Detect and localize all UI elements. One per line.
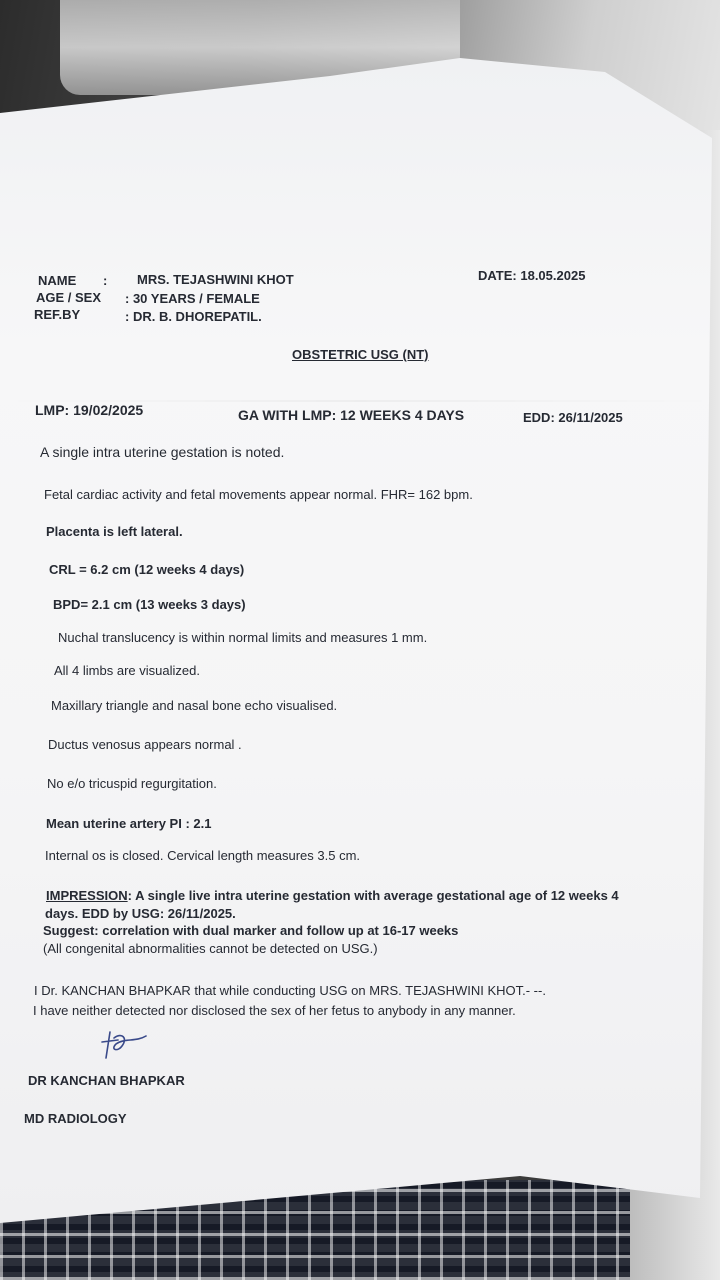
finding-gestation: A single intra uterine gestation is noted. xyxy=(40,444,285,460)
ga-with-lmp: GA WITH LMP: 12 WEEKS 4 DAYS xyxy=(238,407,465,423)
finding-crl: CRL = 6.2 cm (12 weeks 4 days) xyxy=(49,562,245,577)
report-title: OBSTETRIC USG (NT) xyxy=(292,347,429,362)
impression-suggest: Suggest: correlation with dual marker and follow up at 16-17 weeks xyxy=(43,923,459,938)
signature-mark xyxy=(96,1028,156,1068)
finding-tricuspid: No e/o tricuspid regurgitation. xyxy=(47,776,217,791)
doctor-degree: MD RADIOLOGY xyxy=(24,1111,127,1126)
impression-line2: days. EDD by USG: 26/11/2025. xyxy=(45,906,236,921)
age-sex-value: : 30 YEARS / FEMALE xyxy=(125,291,260,306)
name-colon: : xyxy=(103,273,108,288)
declaration-line2: I have neither detected nor disclosed the sex of her fetus to anybody in any manner. xyxy=(33,1003,516,1018)
finding-placenta: Placenta is left lateral. xyxy=(46,524,183,539)
age-sex-label: AGE / SEX xyxy=(36,290,102,305)
lmp: LMP: 19/02/2025 xyxy=(35,402,144,418)
impression-line1: : A single live intra uterine gestation with average gestational age of 12 weeks 4 xyxy=(127,888,619,903)
finding-maxillary: Maxillary triangle and nasal bone echo visualised. xyxy=(51,698,338,713)
finding-cervix: Internal os is closed. Cervical length measures 3.5 cm. xyxy=(45,848,361,863)
impression-label: IMPRESSION xyxy=(46,888,128,903)
refby-label: REF.BY xyxy=(34,307,81,322)
name-label: NAME xyxy=(38,273,77,288)
finding-limbs: All 4 limbs are visualized. xyxy=(54,663,200,678)
declaration-line1: I Dr. KANCHAN BHAPKAR that while conducting USG on MRS. TEJASHWINI KHOT.- --. xyxy=(34,983,546,998)
finding-ductus: Ductus venosus appears normal . xyxy=(48,737,242,752)
finding-nuchal: Nuchal translucency is within normal limits and measures 1 mm. xyxy=(58,630,428,645)
report-date: DATE: 18.05.2025 xyxy=(478,268,586,283)
impression-block xyxy=(46,887,619,904)
refby-value: : DR. B. DHOREPATIL. xyxy=(125,309,262,324)
patient-name: MRS. TEJASHWINI KHOT xyxy=(137,272,294,287)
finding-uterine-artery: Mean uterine artery PI : 2.1 xyxy=(46,816,212,831)
doctor-name: DR KANCHAN BHAPKAR xyxy=(28,1073,185,1088)
background-wall xyxy=(630,1180,720,1280)
edd: EDD: 26/11/2025 xyxy=(523,410,623,425)
finding-cardiac: Fetal cardiac activity and fetal movements appear normal. FHR= 162 bpm. xyxy=(44,487,473,502)
impression-note: (All congenital abnormalities cannot be detected on USG.) xyxy=(43,941,378,956)
finding-bpd: BPD= 2.1 cm (13 weeks 3 days) xyxy=(53,597,246,612)
